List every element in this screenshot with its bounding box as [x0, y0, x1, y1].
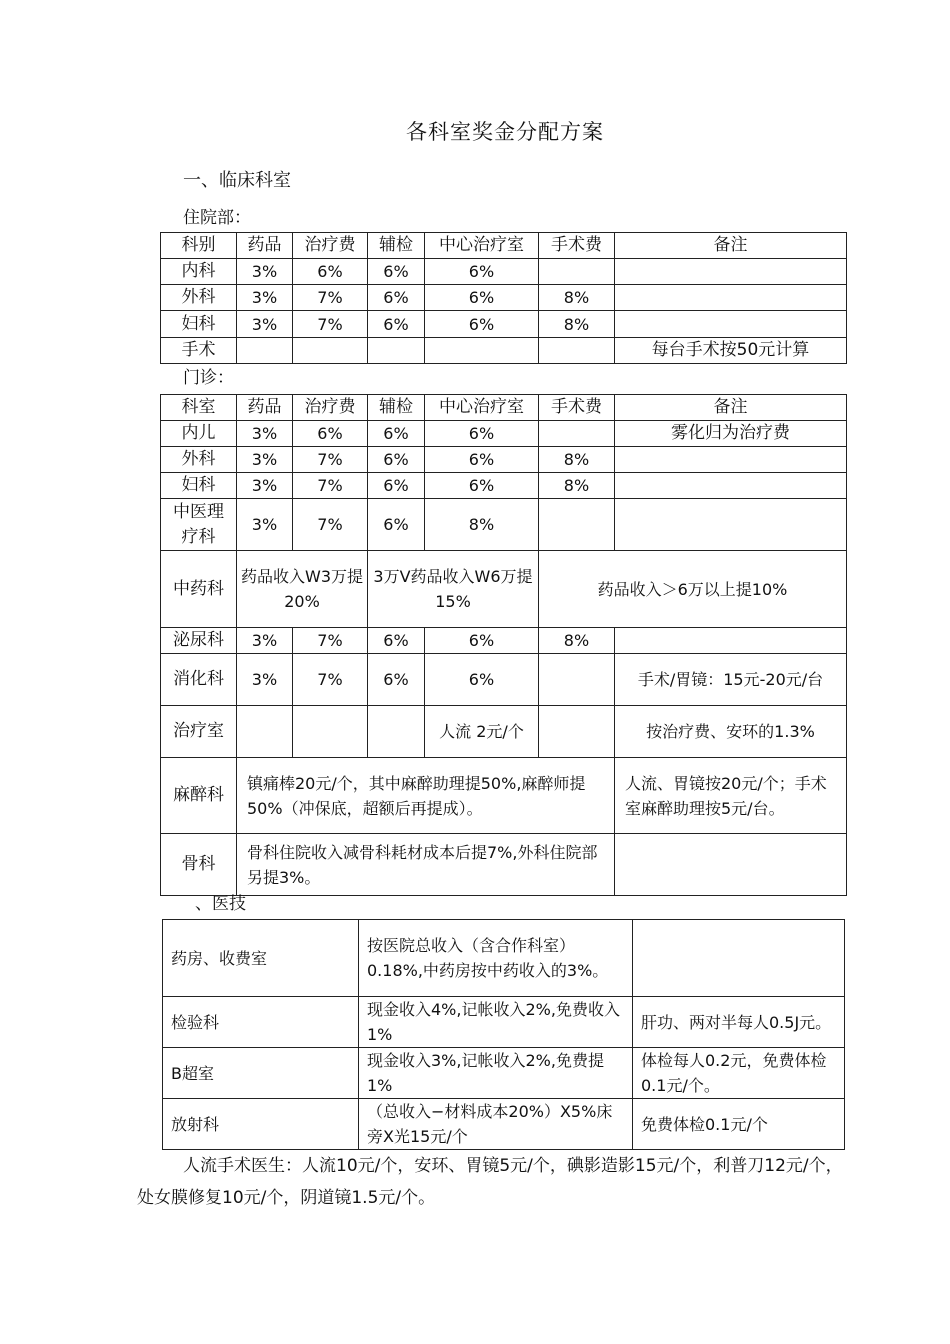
table-cell: 8%: [425, 499, 539, 551]
header-cell: 辅检: [368, 233, 425, 259]
table-cell: [539, 654, 615, 706]
table-row: [163, 920, 845, 997]
table-cell: 6%: [368, 421, 425, 447]
table-cell: [293, 706, 368, 758]
table-cell: 6%: [368, 311, 425, 338]
table-row: [161, 628, 847, 654]
table-cell: 8%: [539, 285, 615, 311]
table-cell: 6%: [293, 259, 368, 285]
header-cell: 药品: [237, 233, 293, 259]
table-cell: [539, 338, 615, 364]
table-cell: 妇科: [161, 473, 237, 499]
table-row: [163, 1099, 845, 1150]
table-cell: 药房、收费室: [163, 920, 359, 997]
section-clinical-heading: 一、临床科室: [183, 170, 291, 191]
table-cell: 骨科: [161, 834, 237, 896]
tier1-cell: 药品收入W3万提20%: [237, 551, 368, 628]
table-row: [161, 654, 847, 706]
table-cell: [368, 338, 425, 364]
table-cell: 治疗室: [161, 706, 237, 758]
table-row-zhiliao: [161, 706, 847, 758]
table-header-row: [161, 233, 847, 259]
table-cell: 3%: [237, 447, 293, 473]
table-cell: 6%: [425, 654, 539, 706]
table-cell: 6%: [368, 447, 425, 473]
header-cell: 科室: [161, 395, 237, 421]
table-cell: 3%: [237, 311, 293, 338]
table-cell: [633, 920, 845, 997]
table-cell: 免费体检0.1元/个: [633, 1099, 845, 1150]
table-cell: 8%: [539, 628, 615, 654]
table-cell: 7%: [293, 499, 368, 551]
table-cell: 消化科: [161, 654, 237, 706]
table-cell: 雾化归为治疗费: [615, 421, 847, 447]
inpatient-heading: 住院部：: [183, 208, 251, 228]
table-cell: [615, 473, 847, 499]
table-cell: 6%: [368, 654, 425, 706]
table-cell: 3%: [237, 654, 293, 706]
table-cell: 6%: [368, 628, 425, 654]
header-cell: 中心治疗室: [425, 233, 539, 259]
inpatient-table: [160, 232, 847, 364]
table-row: [161, 285, 847, 311]
table-cell: [615, 628, 847, 654]
table-cell: 6%: [425, 311, 539, 338]
header-cell: 治疗费: [293, 233, 368, 259]
table-row: [161, 338, 847, 364]
table-cell: 泌尿科: [161, 628, 237, 654]
table-cell: 7%: [293, 654, 368, 706]
table-cell: 人流、胃镜按20元/个；手术室麻醉助理按5元/台。: [615, 758, 847, 834]
table-cell: 6%: [425, 447, 539, 473]
table-cell: 6%: [368, 259, 425, 285]
table-cell: 肝功、两对半每人0.5J元。: [633, 997, 845, 1048]
table-cell: 3%: [237, 499, 293, 551]
table-cell: 8%: [539, 473, 615, 499]
table-cell: 按治疗费、安环的1.3%: [615, 706, 847, 758]
table-cell: [539, 499, 615, 551]
table-cell: 3%: [237, 628, 293, 654]
table-cell: 3%: [237, 259, 293, 285]
table-cell: 6%: [368, 285, 425, 311]
table-cell: 放射科: [163, 1099, 359, 1150]
footer-paragraph: 人流手术医生：人流10元/个，安环、胃镜5元/个，碘影造影15元/个，利普刀12元/个，处女膜修复10元/个，阴道镜1.5元/个。: [137, 1156, 843, 1208]
outpatient-heading: 门诊：: [183, 368, 234, 388]
table-cell: [237, 706, 293, 758]
table-cell: 7%: [293, 473, 368, 499]
header-cell: 科别: [161, 233, 237, 259]
header-cell: 治疗费: [293, 395, 368, 421]
header-cell: 备注: [615, 395, 847, 421]
table-cell: [615, 311, 847, 338]
table-row: [163, 1048, 845, 1099]
table-cell: 8%: [539, 447, 615, 473]
table-cell: [237, 338, 293, 364]
table-cell: 3%: [237, 421, 293, 447]
table-cell: 内儿: [161, 421, 237, 447]
table-cell: [539, 259, 615, 285]
table-cell: B超室: [163, 1048, 359, 1099]
table-cell: 外科: [161, 285, 237, 311]
table-cell: [615, 285, 847, 311]
table-row: [161, 259, 847, 285]
table-cell: 妇科: [161, 311, 237, 338]
table-cell: [293, 338, 368, 364]
table-cell: 外科: [161, 447, 237, 473]
table-cell: 手术/胃镜：15元-20元/台: [615, 654, 847, 706]
table-cell: 3%: [237, 285, 293, 311]
table-cell: 6%: [368, 499, 425, 551]
medtech-table: [162, 919, 845, 1150]
table-row: [161, 499, 847, 551]
header-cell: 药品: [237, 395, 293, 421]
header-cell: 手术费: [539, 395, 615, 421]
table-cell: 现金收入4%,记帐收入2%,免费收入1%: [359, 997, 633, 1048]
table-cell: 6%: [425, 285, 539, 311]
table-cell: [539, 706, 615, 758]
table-cell: 骨科住院收入减骨科耗材成本后提7%,外科住院部另提3%。: [237, 834, 615, 896]
table-row-zhongyao: [161, 551, 847, 628]
header-cell: 手术费: [539, 233, 615, 259]
section-medtech-heading: 、医技: [195, 894, 246, 914]
table-cell: 3%: [237, 473, 293, 499]
table-row-guke: [161, 834, 847, 896]
table-cell: [615, 499, 847, 551]
table-cell: 镇痛棒20元/个，其中麻醉助理提50%,麻醉师提50%（冲保底，超额后再提成）。: [237, 758, 615, 834]
table-cell: 人流 2元/个: [425, 706, 539, 758]
table-cell: 7%: [293, 447, 368, 473]
table-cell: [368, 706, 425, 758]
table-cell: [539, 421, 615, 447]
table-cell: [615, 259, 847, 285]
table-cell: 6%: [368, 473, 425, 499]
table-cell: 6%: [425, 259, 539, 285]
table-cell: 体检每人0.2元，免费体检0.1元/个。: [633, 1048, 845, 1099]
table-cell: 6%: [425, 473, 539, 499]
header-cell: 中心治疗室: [425, 395, 539, 421]
table-cell: 6%: [293, 421, 368, 447]
table-cell: [425, 338, 539, 364]
table-cell: 7%: [293, 285, 368, 311]
table-cell: 按医院总收入（含合作科室）0.18%,中药房按中药收入的3%。: [359, 920, 633, 997]
table-cell: [615, 447, 847, 473]
table-cell: 8%: [539, 311, 615, 338]
table-header-row: [161, 395, 847, 421]
table-row: [161, 311, 847, 338]
outpatient-table: [160, 394, 847, 896]
table-row: [161, 447, 847, 473]
table-cell: 现金收入3%,记帐收入2%,免费提1%: [359, 1048, 633, 1099]
table-cell: 麻醉科: [161, 758, 237, 834]
table-cell: 每台手术按50元计算: [615, 338, 847, 364]
header-cell: 备注: [615, 233, 847, 259]
table-row-mazui: [161, 758, 847, 834]
table-cell: 中药科: [161, 551, 237, 628]
header-cell: 辅检: [368, 395, 425, 421]
table-row: [161, 421, 847, 447]
table-cell: 内科: [161, 259, 237, 285]
tier3-cell: 药品收入＞6万以上提10%: [539, 551, 847, 628]
table-row: [161, 473, 847, 499]
table-cell: 7%: [293, 628, 368, 654]
table-cell: [615, 834, 847, 896]
table-cell: 中医理疗科: [161, 499, 237, 551]
table-cell: （总收入−材料成本20%）X5%床旁X光15元/个: [359, 1099, 633, 1150]
table-cell: 6%: [425, 628, 539, 654]
table-cell: 手术: [161, 338, 237, 364]
table-row: [163, 997, 845, 1048]
table-cell: 7%: [293, 311, 368, 338]
table-cell: 6%: [425, 421, 539, 447]
page-title: 各科室奖金分配方案: [406, 120, 604, 144]
table-cell: 检验科: [163, 997, 359, 1048]
tier2-cell: 3万V药品收入W6万提15%: [368, 551, 539, 628]
